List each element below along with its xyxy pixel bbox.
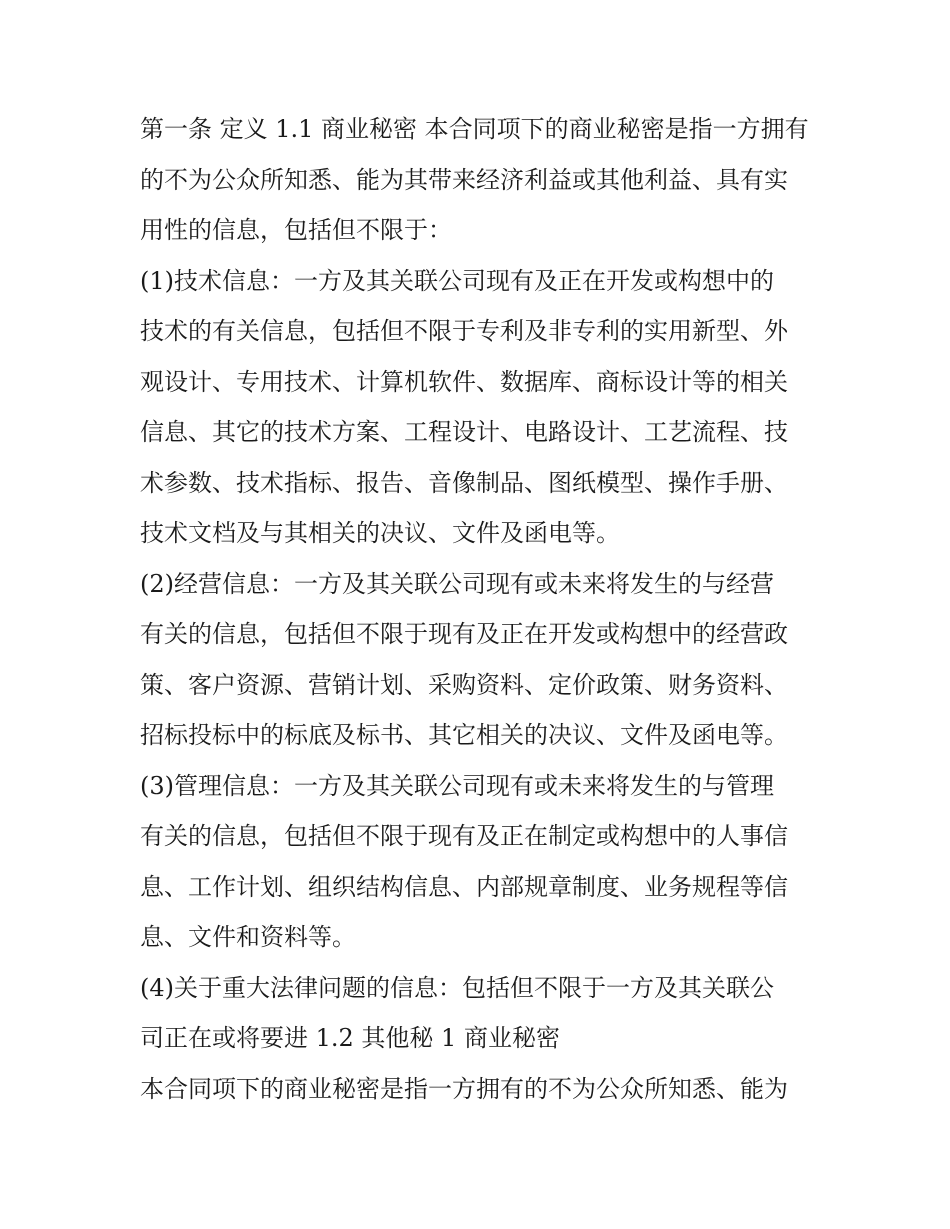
text-line: 术参数、技术指标、报告、音像制品、图纸模型、操作手册、 — [140, 468, 788, 497]
text-line: 用性的信息，包括但不限于： — [140, 216, 452, 244]
text-line: (3)管理信息：一方及其关联公司现有或未来将发生的与管理 — [140, 771, 774, 800]
text-line: 策、客户资源、营销计划、采购资料、定价政策、财务资料、 — [140, 670, 788, 699]
text-line: 技术的有关信息，包括但不限于专利及非专利的实用新型、外 — [140, 317, 788, 345]
document-body — [140, 104, 820, 1114]
text-line: 司正在或将要进 1.2 其他秘 1 商业秘密 — [140, 1024, 560, 1052]
text-line: 本合同项下的商业秘密是指一方拥有的不为公众所知悉、能为 — [140, 1074, 788, 1103]
text-line: 信息、其它的技术方案、工程设计、电路设计、工艺流程、技 — [140, 418, 788, 446]
text-line: (2)经营信息：一方及其关联公司现有或未来将发生的与经营 — [140, 569, 774, 598]
text-line: 第一条 定义 1.1 商业秘密 本合同项下的商业秘密是指一方拥有 — [140, 115, 809, 143]
text-line: (1)技术信息：一方及其关联公司现有及正在开发或构想中的 — [140, 266, 774, 295]
text-line: 观设计、专用技术、计算机软件、数据库、商标设计等的相关 — [140, 367, 788, 396]
text-line: 技术文档及与其相关的决议、文件及函电等。 — [140, 519, 620, 547]
text-line: 的不为公众所知悉、能为其带来经济利益或其他利益、具有实 — [140, 165, 788, 194]
text-line: 息、文件和资料等。 — [140, 923, 356, 951]
text-line: (4)关于重大法律问题的信息：包括但不限于一方及其关联公 — [140, 973, 774, 1002]
text-line: 有关的信息，包括但不限于现有及正在开发或构想中的经营政 — [140, 620, 788, 648]
text-line: 有关的信息，包括但不限于现有及正在制定或构想中的人事信 — [140, 822, 788, 850]
text-line: 息、工作计划、组织结构信息、内部规章制度、业务规程等信 — [140, 872, 788, 901]
text-line: 招标投标中的标底及标书、其它相关的决议、文件及函电等。 — [140, 721, 788, 749]
